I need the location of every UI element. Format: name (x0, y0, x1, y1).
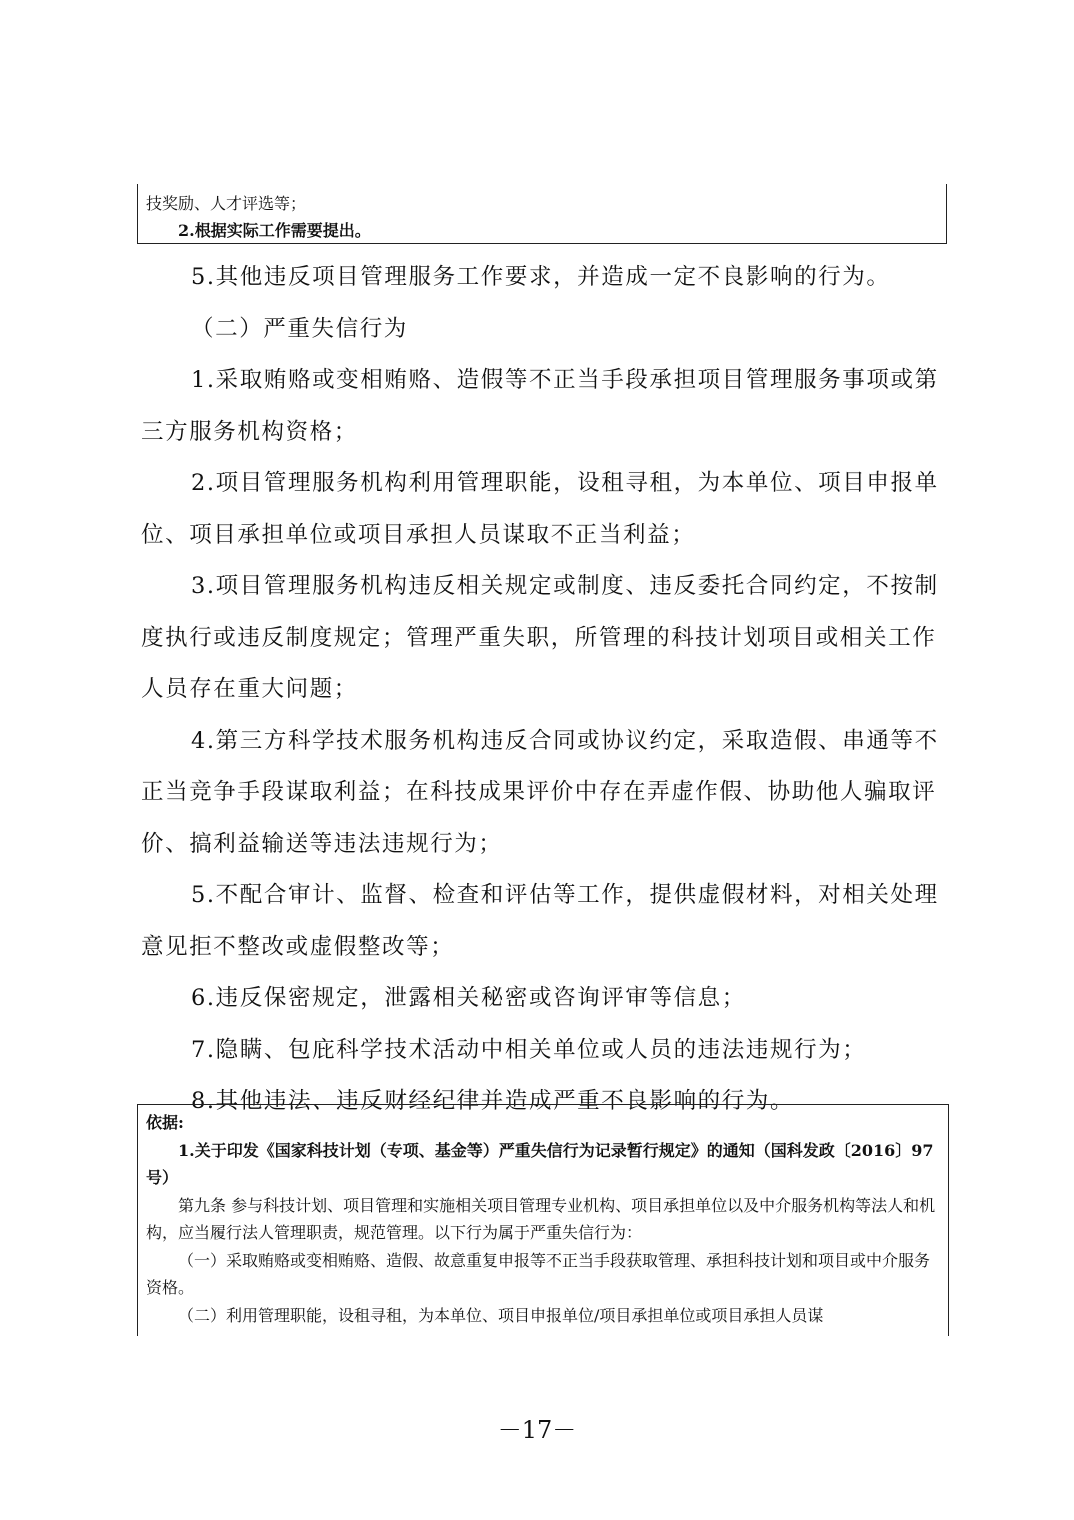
paragraph-6: 4.第三方科学技术服务机构违反合同或协议约定，采取造假、串通等不正当竞争手段谋取利益；在科技成果评价中存在弄虚作假、协助他人骗取评价、搞利益输送等违法违规行为； (141, 727, 939, 857)
page-number: －17－ (497, 1416, 577, 1444)
paragraph-10: 8.其他违法、违反财经纪律并造成严重不良影响的行为。 (191, 1088, 795, 1114)
paragraph-3: 1.采取贿赂或变相贿赂、造假等不正当手段承担项目管理服务事项或第三方服务机构资格； (141, 367, 939, 445)
basis-line-2: 第九条 参与科技计划、项目管理和实施相关项目管理专业机构、项目承担单位以及中介服务机构等法人和机构，应当履行法人管理职责，规范管理。以下行为属于严重失信行为： (146, 1195, 936, 1242)
paragraph-4: 2.项目管理服务机构利用管理职能，设租寻租，为本单位、项目申报单位、项目承担单位或项目承担人员谋取不正当利益； (141, 470, 939, 548)
paragraph-7: 5.不配合审计、监督、检查和评估等工作，提供虚假材料，对相关处理意见拒不整改或虚假整改等； (141, 882, 939, 960)
top-box-line-1: 技奖励、人才评选等； (146, 194, 307, 213)
top-box-line-2: 2.根据实际工作需要提出。 (178, 221, 371, 240)
paragraph-1: 5.其他违反项目管理服务工作要求，并造成一定不良影响的行为。 (191, 264, 891, 290)
basis-line-3: （一）采取贿赂或变相贿赂、造假、故意重复申报等不正当手段获取管理、承担科技计划和项目或中介服务资格。 (146, 1250, 931, 1297)
paragraph-8: 6.违反保密规定，泄露相关秘密或咨询评审等信息； (191, 985, 746, 1011)
paragraph-5: 3.项目管理服务机构违反相关规定或制度、违反委托合同约定，不按制度执行或违反制度规定；管理严重失职，所管理的科技计划项目或相关工作人员存在重大问题； (141, 573, 939, 702)
basis-heading: 依据: (146, 1113, 184, 1132)
basis-line-4: （二）利用管理职能，设租寻租，为本单位、项目申报单位/项目承担单位或项目承担人员谋 (178, 1305, 824, 1325)
section-heading-serious-dishonesty: （二）严重失信行为 (191, 315, 408, 342)
basis-line-1: 1.关于印发《国家科技计划（专项、基金等）严重失信行为记录暂行规定》的通知（国科发政〔2016〕97号） (146, 1140, 934, 1187)
top-reference-box (137, 184, 947, 244)
basis-reference-box (137, 1104, 949, 1336)
main-body-text (141, 252, 943, 1128)
paragraph-9: 7.隐瞒、包庇科学技术活动中相关单位或人员的违法违规行为； (191, 1036, 867, 1063)
